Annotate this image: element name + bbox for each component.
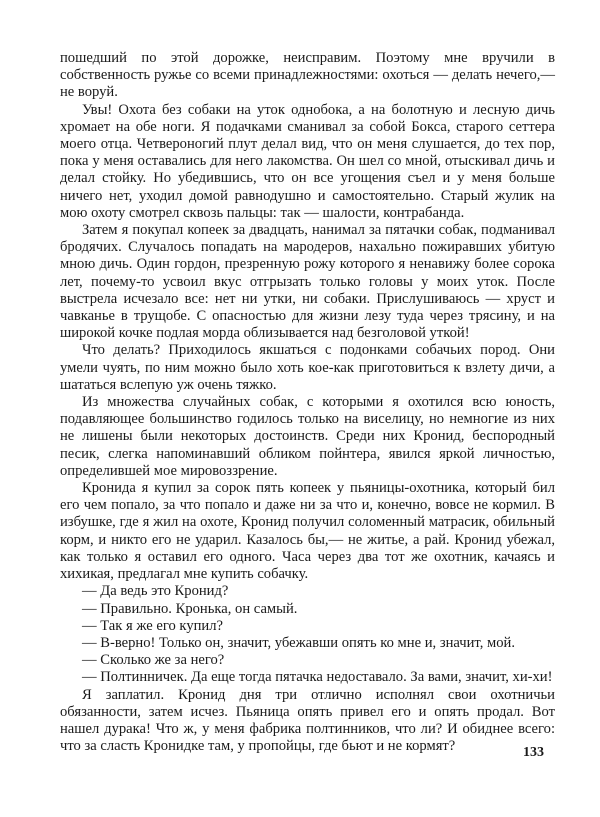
dialogue-line-3: — Так я же его купил? (82, 617, 223, 634)
dialogue-line-5: — Сколько же за него? (82, 652, 225, 669)
paragraph-1: пошедший по этой дорожке, неисправим. Поэтому мне вручили в собственность ружье со всеми принадлежностями: охоться — делать нечего,— не воруй. (60, 50, 555, 101)
dialogue-line-2: — Правильно. Кронька, он самый. (82, 600, 298, 617)
paragraph-3: Затем я покупал копеек за двадцать, нанимал за пятачки собак, подманивал бродячих. Случалось попадать на мародеров, нахально пожиравших убитую мною дичь. Один гордон, презренную рожу которого я ненавижу более сорока лет, почему-то усвоил вкус отгрызать только головы у моих уток. После выстрела исчезало все: нет ни утки, ни собаки. Прислушиваюсь — хруст и чавканье в трущобе. С опасностью для жизни лезу туда через трясину, и на широкой кочке подлая морда облизывается над безголовой уткой! (60, 222, 555, 342)
dialogue-line-4: — В-верно! Только он, значит, убежавши опять ко мне и, значит, мой. (82, 634, 515, 651)
page-number: 133 (523, 745, 544, 760)
paragraph-6: Кронида я купил за сорок пять копеек у пьяницы-охотника, который бил его чем попало, за что попало и даже ни за что и, конечно, вовсе не кормил. В избушке, где я жил на охоте, Кронид получил соломенный матрасик, обильный корм, и никто его не ударил. Казалось бы,— не житье, а рай. Кронид убежал, как только я оставил его одного. Часа через два тот же охотник, качаясь и хихикая, предлагал мне купить собачку. (60, 480, 555, 583)
dialogue-line-6: — Полтинничек. Да еще тогда пятачка недоставало. За вами, значит, хи-хи! (82, 669, 553, 686)
paragraph-2: Увы! Охота без собаки на уток однобока, а на болотную и лесную дичь хромает на обе ноги. Я подачками сманивал за собой Бокса, старого сеттера моего отца. Четвероногий плут делал вид, что он меня слушается, до тех пор, пока у меня оставались для него лакомства. Он шел со мной, отыскивал дичь и делал стойку. Но убедившись, что он все угощения съел и у меня больше ничего нет, уходил домой равнодушно и самостоятельно. Старый жулик на мою охоту смотрел сквозь пальцы: так — шалости, контрабанда. (60, 101, 555, 221)
page-text (60, 50, 555, 755)
dialogue-line-1: — Да ведь это Кронид? (82, 583, 229, 600)
paragraph-5: Из множества случайных собак, с которыми я охотился всю юность, подавляющее большинство годилось только на виселицу, но немногие из них не лишены были некоторых достоинств. Среди них Кронид, беспородный песик, слегка напоминавший обликом пойнтера, явился яркой личностью, определившей мое мировоззрение. (60, 394, 555, 479)
paragraph-7: Я заплатил. Кронид дня три отлично исполнял свои охотничьи обязанности, затем исчез. Пьяница опять привел его и опять продал. Вот нашел дурака! Что ж, у меня фабрика полтинников, что ли? И обиднее всего: что за сласть Кронидке там, у пропойцы, где бьют и не кормят? (60, 686, 555, 755)
paragraph-4: Что делать? Приходилось якшаться с подонками собачьих пород. Они умели чуять, по ним можно было хоть кое-как приготовиться к взлету дичи, а шататься вслепую уж очень тяжко. (60, 342, 555, 393)
